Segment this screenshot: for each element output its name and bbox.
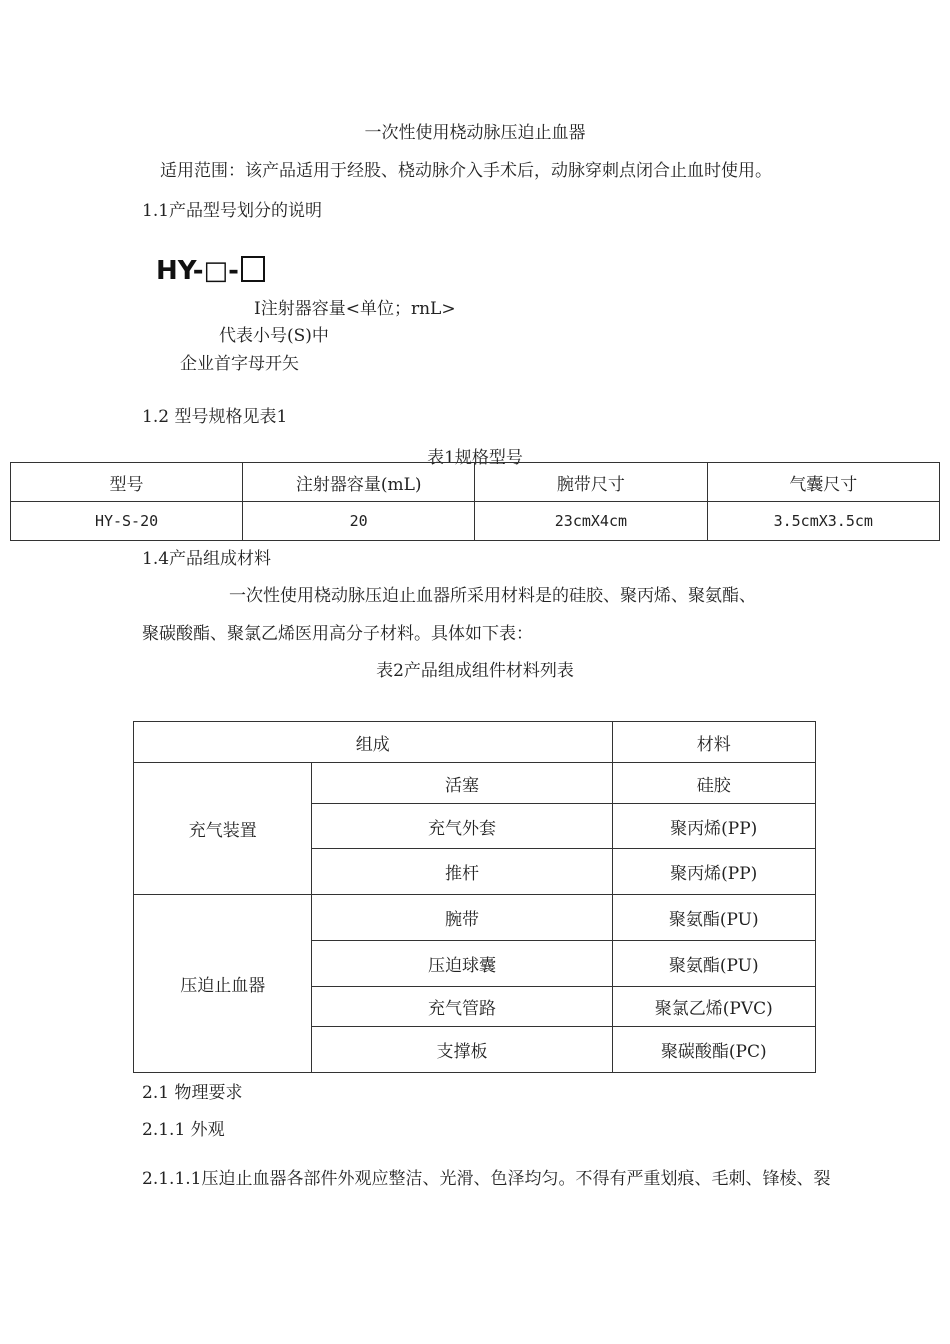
table-header-cell: 材料	[612, 722, 816, 763]
model-annotation-size: 代表小号(S)中	[219, 326, 329, 346]
table-cell: 3.5cmX3.5cm	[707, 502, 939, 541]
component-cell: 充气管路	[312, 987, 612, 1027]
materials-paragraph-line2: 聚碳酸酯、聚氯乙烯医用高分子材料。具体如下表：	[142, 624, 533, 644]
table-header-cell: 型号	[11, 463, 243, 502]
section-heading-1-1: 1.1产品型号划分的说明	[142, 201, 323, 221]
material-cell: 聚丙烯(PP)	[612, 849, 816, 895]
material-cell: 聚氯乙烯(PVC)	[612, 987, 816, 1027]
component-cell: 压迫球囊	[312, 941, 612, 987]
model-annotation-capacity: I注射器容量<单位；rnL>	[254, 299, 456, 319]
component-cell: 推杆	[312, 849, 612, 895]
model-code-text: HY-□-	[156, 256, 239, 286]
table1-caption: 表1规格型号	[427, 448, 523, 468]
table-row	[11, 502, 940, 541]
component-cell: 充气外套	[312, 804, 612, 849]
table-cell: 20	[243, 502, 475, 541]
appearance-paragraph: 2.1.1.1压迫止血器各部件外观应整洁、光滑、色泽均匀。不得有严重划痕、毛刺、锋棱、裂	[142, 1169, 831, 1189]
group-cell: 压迫止血器	[134, 895, 312, 1073]
spec-table	[10, 462, 940, 541]
materials-table	[133, 721, 816, 1073]
section-heading-1-4: 1.4产品组成材料	[142, 549, 272, 569]
section-heading-1-2: 1.2 型号规格见表1	[142, 407, 288, 427]
table-cell: HY-S-20	[11, 502, 243, 541]
table2-caption: 表2产品组成组件材料列表	[376, 661, 574, 681]
material-cell: 聚氨酯(PU)	[612, 895, 816, 941]
table-header-cell: 注射器容量(mL)	[243, 463, 475, 502]
materials-paragraph-line1: 一次性使用桡动脉压迫止血器所采用材料是的硅胶、聚丙烯、聚氨酯、	[229, 586, 756, 606]
material-cell: 硅胶	[612, 763, 816, 804]
component-cell: 活塞	[312, 763, 612, 804]
scope-paragraph: 适用范围：该产品适用于经股、桡动脉介入手术后，动脉穿刺点闭合止血时使用。	[160, 161, 772, 181]
document-title: 一次性使用桡动脉压迫止血器	[364, 123, 586, 143]
model-annotation-company: 企业首字母开矢	[180, 354, 299, 374]
material-cell: 聚氨酯(PU)	[612, 941, 816, 987]
table-cell: 23cmX4cm	[475, 502, 707, 541]
table-row	[134, 895, 816, 941]
model-code-diagram	[156, 256, 265, 286]
section-heading-2-1: 2.1 物理要求	[142, 1083, 243, 1103]
model-code-box	[241, 256, 265, 282]
section-heading-2-1-1: 2.1.1 外观	[142, 1120, 225, 1140]
material-cell: 聚碳酸酯(PC)	[612, 1027, 816, 1073]
table-header-cell: 组成	[134, 722, 613, 763]
group-cell: 充气装置	[134, 763, 312, 895]
table-header-cell: 腕带尺寸	[475, 463, 707, 502]
component-cell: 支撑板	[312, 1027, 612, 1073]
table-row	[134, 763, 816, 804]
table-header-row	[11, 463, 940, 502]
component-cell: 腕带	[312, 895, 612, 941]
material-cell: 聚丙烯(PP)	[612, 804, 816, 849]
table-header-cell: 气囊尺寸	[707, 463, 939, 502]
table-header-row	[134, 722, 816, 763]
